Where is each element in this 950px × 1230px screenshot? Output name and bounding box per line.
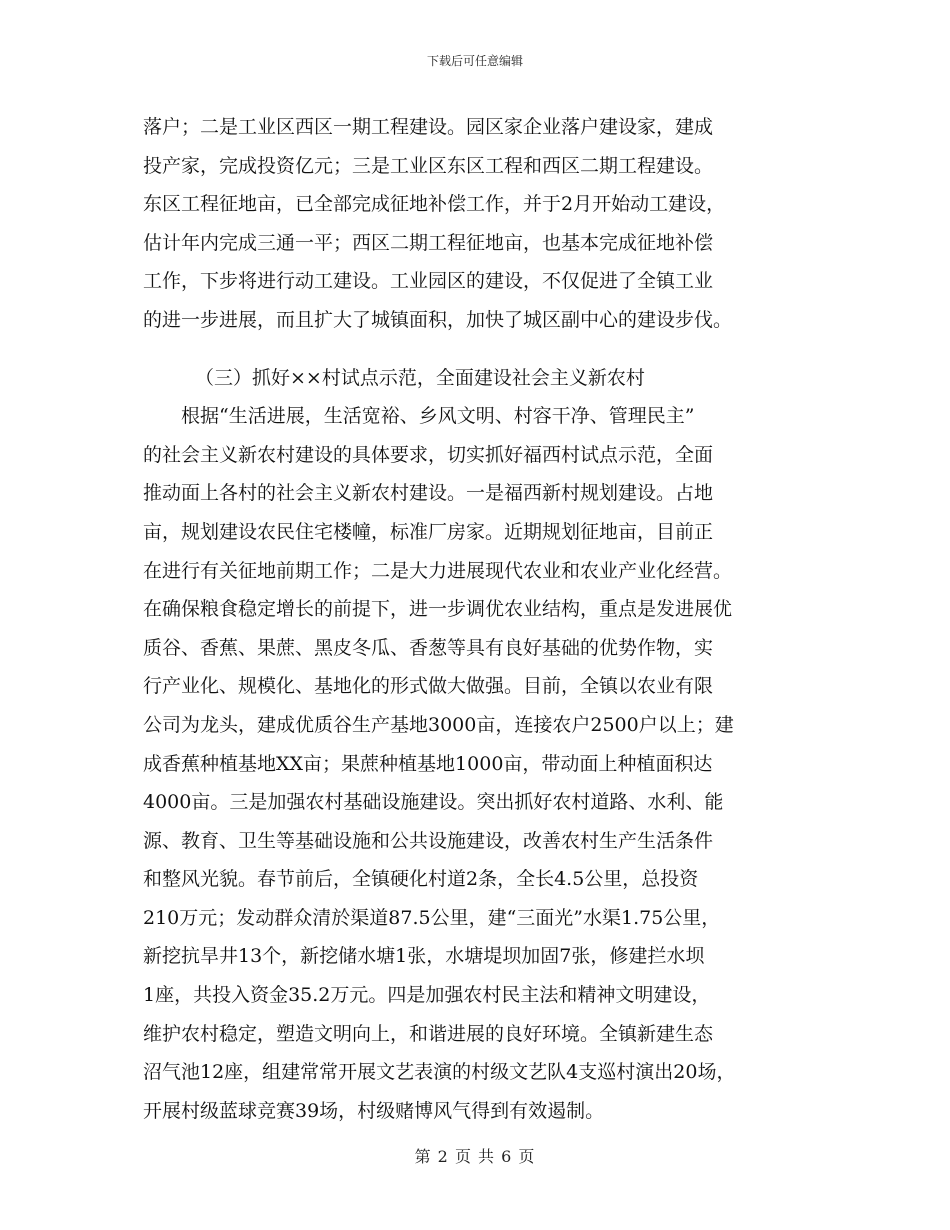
paragraph-line: 东区工程征地亩，已全部完成征地补偿工作，并于2月开始动工建设，	[143, 193, 726, 216]
paragraph-line: 行产业化、规模化、基地化的形式做大做强。目前，全镇以农业有限	[143, 675, 714, 698]
paragraph-line: 落户；二是工业区西区一期工程建设。园区家企业落户建设家，建成	[143, 116, 714, 138]
paragraph-line: 开展村级蓝球竞赛39场，村级赌博风气得到有效遏制。	[143, 1099, 605, 1122]
paragraph-line: 根据“生活进展，生活宽裕、乡风文明、村容干净、管理民主”	[181, 405, 695, 428]
paragraph-line: 工作，下步将进行动工建设。工业园区的建设，不仅促进了全镇工业	[143, 270, 714, 293]
document-body	[143, 108, 823, 1130]
page-header: 下载后可任意编辑	[426, 54, 523, 68]
paragraph-line: 1座，共投入资金35.2万元。四是加强农村民主法和精神文明建设，	[143, 984, 711, 1007]
paragraph-line: 公司为龙头，建成优质谷生产基地3000亩，连接农户2500户以上；建	[143, 713, 734, 736]
paragraph-line: 沼气池12座，组建常常开展文艺表演的村级文艺队4支巡村演出20场，	[143, 1061, 736, 1084]
paragraph-line: 估计年内完成三通一平；西区二期工程征地亩，也基本完成征地补偿	[143, 231, 714, 254]
paragraph-line: 维护农村稳定，塑造文明向上，和谐进展的良好环境。全镇新建生态	[143, 1022, 714, 1045]
paragraph-1	[143, 108, 823, 340]
paragraph-line: 和整风光貌。春节前后，全镇硬化村道2条，全长4.5公里，总投资	[143, 868, 699, 891]
paragraph-line: 质谷、香蕉、果蔗、黑皮冬瓜、香葱等具有良好基础的优势作物，实	[143, 636, 714, 659]
section-heading: （三）抓好××村试点示范，全面建设社会主义新农村	[195, 366, 645, 389]
paragraph-line: 亩，规划建设农民住宅楼幢，标准厂房家。近期规划征地亩，目前正	[143, 520, 714, 543]
paragraph-line: 新挖抗旱井13个，新挖储水塘1张，水塘堤坝加固7张，修建拦水坝	[143, 945, 705, 968]
paragraph-line: 在进行有关征地前期工作；二是大力进展现代农业和农业产业化经营。	[143, 559, 733, 582]
paragraph-line: 成香蕉种植基地XX亩；果蔗种植基地1000亩，带动面上种植面积达	[143, 752, 713, 775]
paragraph-line: 推动面上各村的社会主义新农村建设。一是福西新村规划建设。占地	[143, 482, 714, 505]
paragraph-line: 在确保粮食稳定增长的前提下，进一步调优农业结构，重点是发进展优	[143, 598, 733, 621]
page-number: 第 2 页 共 6 页	[414, 1147, 536, 1166]
paragraph-2	[143, 397, 823, 1130]
paragraph-line: 4000亩。三是加强农村基础设施建设。突出抓好农村道路、水利、能	[143, 791, 724, 814]
paragraph-line: 210万元；发动群众清於渠道87.5公里，建“三面光”水渠1.75公里，	[143, 906, 721, 929]
paragraph-line: 投产家，完成投资亿元；三是工业区东区工程和西区二期工程建设。	[143, 154, 714, 177]
paragraph-spacer	[143, 340, 823, 359]
paragraph-line: 的社会主义新农村建设的具体要求，切实抓好福西村试点示范，全面	[143, 443, 714, 466]
paragraph-line: 的进一步进展，而且扩大了城镇面积，加快了城区副中心的建设步伐。	[143, 308, 733, 331]
paragraph-line: 源、教育、卫生等基础设施和公共设施建设，改善农村生产生活条件	[143, 829, 714, 852]
